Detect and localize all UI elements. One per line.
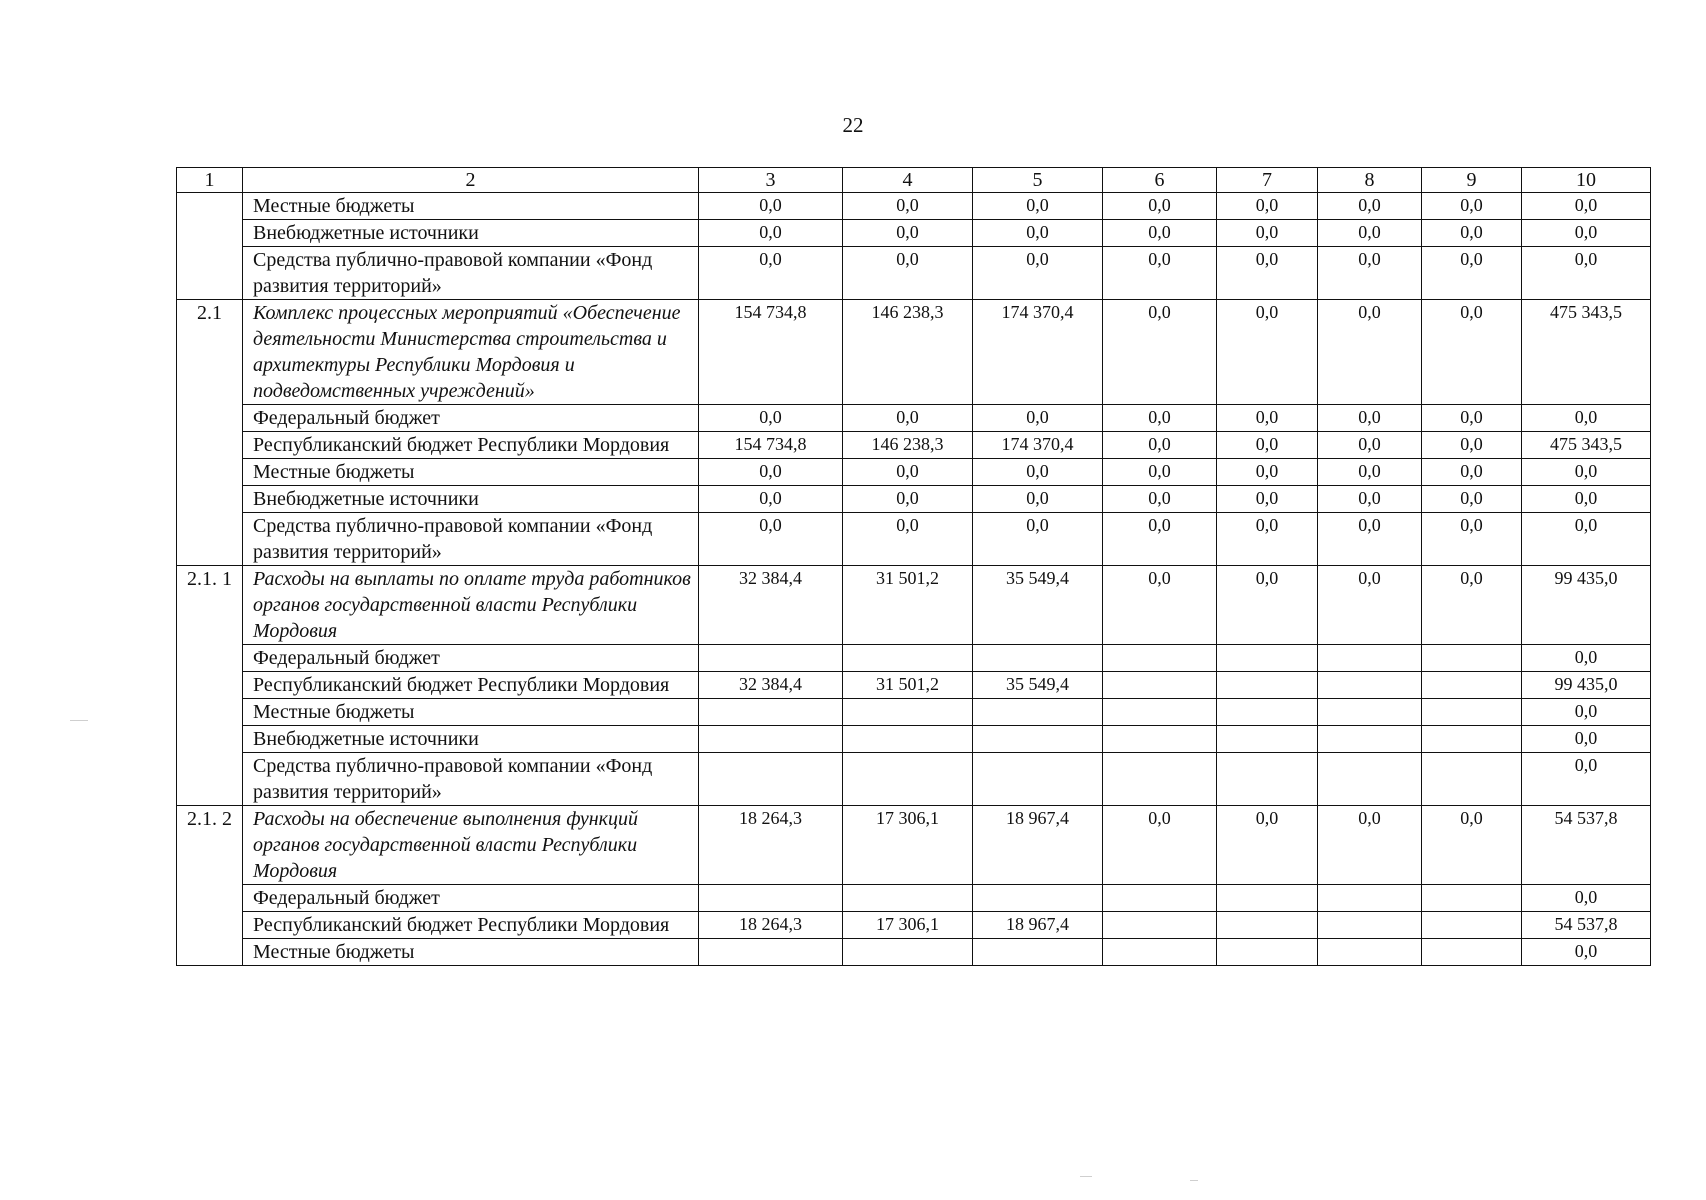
value-cell: [1318, 672, 1422, 699]
value-cell: 0,0: [843, 513, 973, 566]
value-cell: [1422, 645, 1522, 672]
value-cell: 0,0: [973, 193, 1103, 220]
value-cell: [973, 645, 1103, 672]
header-cell: 3: [699, 168, 843, 193]
value-cell: [1103, 645, 1217, 672]
value-cell: 0,0: [1318, 247, 1422, 300]
value-cell: [843, 939, 973, 966]
funding-source-cell: Внебюджетные источники: [243, 220, 699, 247]
value-cell: 0,0: [843, 459, 973, 486]
table-row: [177, 405, 1651, 432]
total-value-cell: 0,0: [1522, 939, 1651, 966]
total-value-cell: 0,0: [1522, 405, 1651, 432]
value-cell: 0,0: [699, 193, 843, 220]
value-cell: [1318, 912, 1422, 939]
value-cell: 0,0: [1103, 486, 1217, 513]
value-cell: [843, 885, 973, 912]
value-cell: 0,0: [1318, 486, 1422, 513]
value-cell: 0,0: [1422, 486, 1522, 513]
value-cell: [1422, 885, 1522, 912]
header-cell: 7: [1217, 168, 1318, 193]
value-cell: [1217, 699, 1318, 726]
table-row: [177, 939, 1651, 966]
value-cell: [1318, 699, 1422, 726]
value-cell: 0,0: [1422, 513, 1522, 566]
total-value-cell: 0,0: [1522, 220, 1651, 247]
value-cell: 0,0: [699, 486, 843, 513]
value-cell: [1217, 726, 1318, 753]
value-cell: [973, 753, 1103, 806]
value-cell: 174 370,4: [973, 300, 1103, 405]
header-cell: 6: [1103, 168, 1217, 193]
value-cell: 0,0: [1103, 806, 1217, 885]
value-cell: [1318, 885, 1422, 912]
value-cell: [973, 885, 1103, 912]
page-number: 22: [842, 113, 864, 137]
value-cell: 0,0: [1318, 193, 1422, 220]
row-code-cell: 2.1. 2: [177, 806, 243, 966]
value-cell: 0,0: [843, 193, 973, 220]
value-cell: 0,0: [1103, 300, 1217, 405]
value-cell: [843, 753, 973, 806]
value-cell: 0,0: [1217, 806, 1318, 885]
value-cell: 0,0: [1103, 459, 1217, 486]
value-cell: 0,0: [1422, 432, 1522, 459]
value-cell: [1217, 672, 1318, 699]
value-cell: 0,0: [1422, 247, 1522, 300]
column-number-header: [177, 168, 1651, 193]
table-row: [177, 459, 1651, 486]
value-cell: [1103, 912, 1217, 939]
total-value-cell: 0,0: [1522, 247, 1651, 300]
table-row: [177, 247, 1651, 300]
value-cell: 0,0: [843, 405, 973, 432]
value-cell: 0,0: [1318, 300, 1422, 405]
funding-source-cell: Средства публично-правовой компании «Фонд развития территорий»: [243, 753, 699, 806]
table-body: [177, 168, 1651, 966]
header-cell: 10: [1522, 168, 1651, 193]
header-cell: 2: [243, 168, 699, 193]
value-cell: 32 384,4: [699, 566, 843, 645]
value-cell: 0,0: [973, 459, 1103, 486]
table-row-section: [177, 300, 1651, 405]
value-cell: 146 238,3: [843, 432, 973, 459]
value-cell: 0,0: [699, 459, 843, 486]
value-cell: 146 238,3: [843, 300, 973, 405]
table-row-section: [177, 806, 1651, 885]
funding-source-cell: Республиканский бюджет Республики Мордовия: [243, 912, 699, 939]
value-cell: 0,0: [1217, 513, 1318, 566]
value-cell: 0,0: [1318, 806, 1422, 885]
value-cell: 174 370,4: [973, 432, 1103, 459]
value-cell: [1217, 645, 1318, 672]
value-cell: 154 734,8: [699, 300, 843, 405]
value-cell: 18 967,4: [973, 912, 1103, 939]
value-cell: 31 501,2: [843, 566, 973, 645]
table-row: [177, 432, 1651, 459]
value-cell: [1217, 912, 1318, 939]
total-value-cell: 0,0: [1522, 459, 1651, 486]
value-cell: [843, 699, 973, 726]
value-cell: 0,0: [1103, 432, 1217, 459]
value-cell: 0,0: [1103, 405, 1217, 432]
funding-source-cell: Средства публично-правовой компании «Фонд развития территорий»: [243, 247, 699, 300]
value-cell: [1103, 726, 1217, 753]
value-cell: 0,0: [1103, 513, 1217, 566]
value-cell: 0,0: [1318, 432, 1422, 459]
value-cell: 18 264,3: [699, 806, 843, 885]
funding-source-cell: Местные бюджеты: [243, 193, 699, 220]
value-cell: 0,0: [973, 220, 1103, 247]
funding-source-cell: Республиканский бюджет Республики Мордовия: [243, 672, 699, 699]
table-row: [177, 220, 1651, 247]
funding-source-cell: Местные бюджеты: [243, 699, 699, 726]
table-row: [177, 885, 1651, 912]
total-value-cell: 475 343,5: [1522, 432, 1651, 459]
value-cell: 32 384,4: [699, 672, 843, 699]
scan-speck: [1190, 1180, 1198, 1181]
value-cell: [1217, 939, 1318, 966]
value-cell: [973, 939, 1103, 966]
value-cell: [1103, 939, 1217, 966]
value-cell: 0,0: [1103, 247, 1217, 300]
total-value-cell: 475 343,5: [1522, 300, 1651, 405]
measure-title-cell: Расходы на выплаты по оплате труда работников органов государственной власти Республики Мордовия: [243, 566, 699, 645]
measure-title-cell: Расходы на обеспечение выполнения функций органов государственной власти Республики Мордовия: [243, 806, 699, 885]
value-cell: 0,0: [843, 247, 973, 300]
value-cell: 0,0: [1217, 220, 1318, 247]
funding-source-cell: Местные бюджеты: [243, 939, 699, 966]
value-cell: 0,0: [1217, 566, 1318, 645]
value-cell: 0,0: [1422, 193, 1522, 220]
value-cell: 0,0: [843, 486, 973, 513]
table-row: [177, 513, 1651, 566]
value-cell: [1318, 645, 1422, 672]
table-row: [177, 193, 1651, 220]
funding-source-cell: Республиканский бюджет Республики Мордовия: [243, 432, 699, 459]
total-value-cell: 99 435,0: [1522, 566, 1651, 645]
value-cell: [973, 726, 1103, 753]
row-code-cell: 2.1: [177, 300, 243, 566]
total-value-cell: 0,0: [1522, 753, 1651, 806]
value-cell: 0,0: [699, 220, 843, 247]
scan-speck: [70, 720, 88, 721]
value-cell: 0,0: [699, 513, 843, 566]
value-cell: [1318, 939, 1422, 966]
scan-speck: [1080, 1176, 1092, 1177]
total-value-cell: 0,0: [1522, 885, 1651, 912]
value-cell: [843, 645, 973, 672]
value-cell: 154 734,8: [699, 432, 843, 459]
value-cell: [1422, 672, 1522, 699]
value-cell: [699, 645, 843, 672]
table-row: [177, 672, 1651, 699]
value-cell: [1422, 753, 1522, 806]
funding-source-cell: Средства публично-правовой компании «Фонд развития территорий»: [243, 513, 699, 566]
value-cell: [1217, 885, 1318, 912]
value-cell: 0,0: [1217, 459, 1318, 486]
value-cell: 0,0: [699, 405, 843, 432]
funding-source-cell: Федеральный бюджет: [243, 645, 699, 672]
value-cell: 0,0: [1422, 220, 1522, 247]
value-cell: 0,0: [1103, 220, 1217, 247]
table-row: [177, 912, 1651, 939]
value-cell: 0,0: [1103, 193, 1217, 220]
header-cell: 9: [1422, 168, 1522, 193]
value-cell: 18 967,4: [973, 806, 1103, 885]
value-cell: 0,0: [973, 247, 1103, 300]
value-cell: 0,0: [973, 405, 1103, 432]
header-cell: 4: [843, 168, 973, 193]
total-value-cell: 0,0: [1522, 699, 1651, 726]
total-value-cell: 0,0: [1522, 513, 1651, 566]
value-cell: 0,0: [1318, 513, 1422, 566]
value-cell: 0,0: [699, 247, 843, 300]
value-cell: [1103, 672, 1217, 699]
financing-table: [176, 167, 1651, 966]
value-cell: 0,0: [1217, 432, 1318, 459]
value-cell: 0,0: [1103, 566, 1217, 645]
value-cell: 0,0: [1318, 459, 1422, 486]
value-cell: [973, 699, 1103, 726]
value-cell: [699, 753, 843, 806]
value-cell: [1103, 699, 1217, 726]
value-cell: 35 549,4: [973, 566, 1103, 645]
funding-source-cell: Федеральный бюджет: [243, 885, 699, 912]
table-row: [177, 645, 1651, 672]
value-cell: 17 306,1: [843, 912, 973, 939]
total-value-cell: 0,0: [1522, 193, 1651, 220]
value-cell: 0,0: [843, 220, 973, 247]
total-value-cell: 0,0: [1522, 645, 1651, 672]
total-value-cell: 0,0: [1522, 486, 1651, 513]
table-row-section: [177, 566, 1651, 645]
table-row: [177, 699, 1651, 726]
total-value-cell: 54 537,8: [1522, 806, 1651, 885]
value-cell: [1217, 753, 1318, 806]
measure-title-cell: Комплекс процессных мероприятий «Обеспечение деятельности Министерства строительства и архитектуры Республики Мордовия и подведомственных учреждений»: [243, 300, 699, 405]
table-row: [177, 486, 1651, 513]
total-value-cell: 54 537,8: [1522, 912, 1651, 939]
header-cell: 1: [177, 168, 243, 193]
funding-source-cell: Внебюджетные источники: [243, 486, 699, 513]
header-cell: 5: [973, 168, 1103, 193]
value-cell: 0,0: [973, 513, 1103, 566]
value-cell: [699, 699, 843, 726]
row-code-cell: 2.1. 1: [177, 566, 243, 806]
value-cell: 0,0: [973, 486, 1103, 513]
value-cell: 0,0: [1217, 193, 1318, 220]
total-value-cell: 0,0: [1522, 726, 1651, 753]
value-cell: 0,0: [1422, 459, 1522, 486]
header-cell: 8: [1318, 168, 1422, 193]
value-cell: [699, 726, 843, 753]
value-cell: 35 549,4: [973, 672, 1103, 699]
value-cell: [1422, 726, 1522, 753]
table-row: [177, 726, 1651, 753]
table-row: [177, 753, 1651, 806]
value-cell: 0,0: [1318, 566, 1422, 645]
value-cell: 0,0: [1217, 300, 1318, 405]
value-cell: [1422, 912, 1522, 939]
value-cell: 18 264,3: [699, 912, 843, 939]
funding-source-cell: Внебюджетные источники: [243, 726, 699, 753]
value-cell: 0,0: [1318, 220, 1422, 247]
row-code-cell: [177, 193, 243, 300]
value-cell: 0,0: [1422, 806, 1522, 885]
value-cell: 0,0: [1217, 247, 1318, 300]
value-cell: [1103, 885, 1217, 912]
value-cell: 0,0: [1422, 566, 1522, 645]
value-cell: [1103, 753, 1217, 806]
value-cell: [1422, 699, 1522, 726]
value-cell: 17 306,1: [843, 806, 973, 885]
total-value-cell: 99 435,0: [1522, 672, 1651, 699]
value-cell: 0,0: [1217, 486, 1318, 513]
value-cell: 31 501,2: [843, 672, 973, 699]
value-cell: [699, 939, 843, 966]
value-cell: [843, 726, 973, 753]
funding-source-cell: Местные бюджеты: [243, 459, 699, 486]
value-cell: 0,0: [1217, 405, 1318, 432]
value-cell: [1318, 753, 1422, 806]
funding-source-cell: Федеральный бюджет: [243, 405, 699, 432]
value-cell: 0,0: [1318, 405, 1422, 432]
value-cell: [699, 885, 843, 912]
value-cell: [1422, 939, 1522, 966]
value-cell: 0,0: [1422, 300, 1522, 405]
value-cell: 0,0: [1422, 405, 1522, 432]
value-cell: [1318, 726, 1422, 753]
